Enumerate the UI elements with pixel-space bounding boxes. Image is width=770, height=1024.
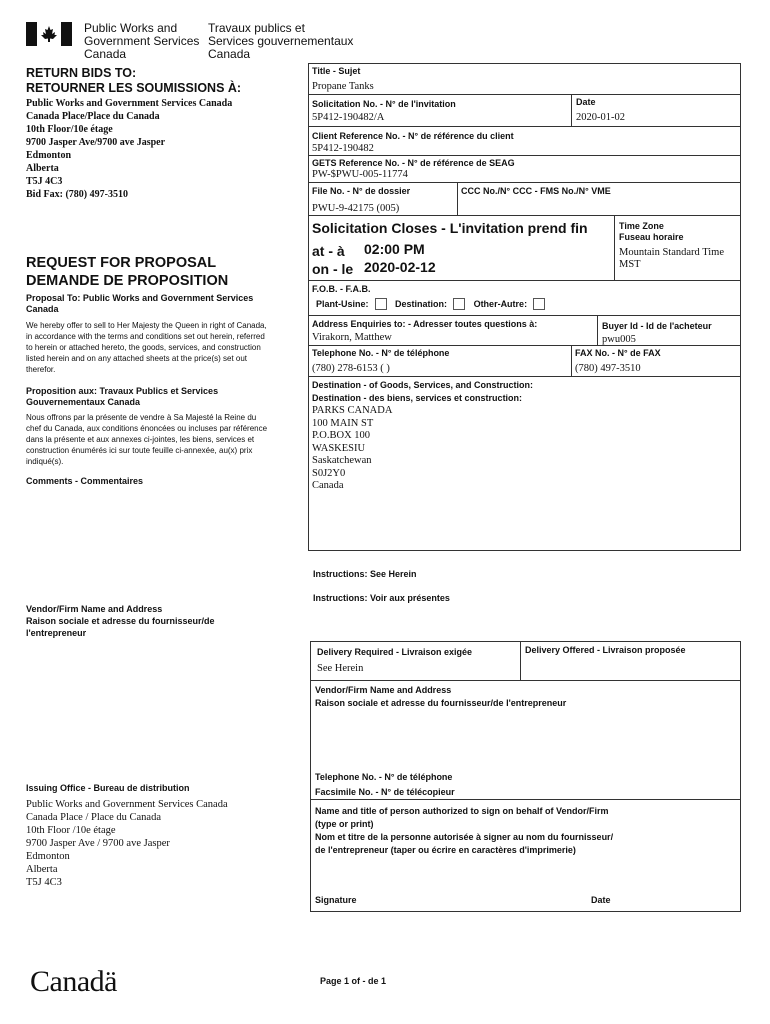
date-label: Date: [576, 97, 596, 107]
vendor-firm-label: Vendor/Firm Name and Address Raison sociale et adresse du fournisseur/de l'entrepreneur: [315, 685, 567, 708]
closing-time-value: 02:00 PM: [364, 241, 425, 257]
fob-options: [316, 298, 551, 310]
closing-date-value: 2020-02-12: [364, 259, 436, 275]
return-bids-address: Public Works and Government Services Canada Canada Place/Place du Canada 10th Floor/10e étage 9700 Jasper Ave/9700 ave Jasper Edmonton Alberta T5J 4C3 Bid Fax: (780) 497-3510: [26, 98, 233, 200]
fax-value: (780) 497-3510: [575, 363, 641, 374]
solicitation-no-value: 5P412-190482/A: [312, 112, 385, 123]
vendor-facsimile-label: Facsimile No. - N° de télécopieur: [315, 787, 455, 797]
delivery-offered-label: Delivery Offered - Livraison proposée: [525, 645, 686, 655]
proposal-to-fr: Proposition aux: Travaux Publics et Services Gouvernementaux Canada: [26, 386, 219, 407]
destination-goods-label: Destination - of Goods, Services, and Construction: Destination - des biens, services et construction:: [312, 380, 534, 403]
telephone-label: Telephone No. - N° de téléphone: [312, 348, 450, 358]
proposal-to-en: Proposal To: Public Works and Government Services Canada: [26, 293, 254, 314]
instructions-en: Instructions: See Herein: [313, 569, 417, 579]
other-checkbox[interactable]: [533, 298, 545, 310]
vendor-name-address-label: Vendor/Firm Name and Address Raison sociale et adresse du fournisseur/de l'entrepreneur: [26, 604, 215, 638]
solicitation-no-label: Solicitation No. - N° de l'invitation: [312, 99, 456, 109]
title-value: Propane Tanks: [312, 81, 374, 92]
department-name-fr: Travaux publics et Services gouvernementaux Canada: [208, 21, 354, 61]
vendor-telephone-label: Telephone No. - N° de téléphone: [315, 772, 453, 782]
destination-label: Destination:: [395, 299, 448, 309]
gets-ref-label: GETS Reference No. - N° de référence de SEAG: [312, 158, 515, 168]
offer-text-fr: Nous offrons par la présente de vendre à Sa Majesté la Reine du chef du Canada, aux conditions énoncées ou incluses par référence dans la présente et aux annexes ci-jointes, les biens, services et construction énumérés ici sur toute feuille ci-annexée, au(x) prix indiqué(s).: [26, 413, 268, 466]
address-enquiries-label: Address Enquiries to: - Adresser toutes questions à:: [312, 319, 538, 329]
date-value: 2020-01-02: [576, 112, 625, 123]
delivery-required-label: Delivery Required - Livraison exigée: [317, 647, 473, 657]
gets-ref-value: PW-$PWU-005-11774: [312, 169, 408, 180]
telephone-value: (780) 278-6153 ( ): [312, 363, 390, 374]
offer-text-en: We hereby offer to sell to Her Majesty the Queen in right of Canada, in accordance with the terms and conditions set out herein, referred to herein or attached hereto, the goods, services, and construction listed herein and on any attached sheets at the price(s) set out therefor.: [26, 321, 267, 374]
return-bids-title: RETURN BIDS TO: RETOURNER LES SOUMISSIONS À:: [26, 66, 242, 95]
destination-checkbox[interactable]: [453, 298, 465, 310]
solicitation-closes-title: Solicitation Closes - L'invitation prend fin: [312, 220, 588, 236]
canada-wordmark: Canadä: [30, 965, 117, 998]
signature-label: Signature: [315, 895, 357, 905]
ccc-no-label: CCC No./N° CCC - FMS No./N° VME: [461, 186, 611, 196]
canada-flag-icon: [26, 22, 72, 46]
authorized-person-label: Name and title of person authorized to sign on behalf of Vendor/Firm (type or print) Nom et titre de la personne autorisée à signer au nom du fournisseur/ de l'entrepreneur (taper ou écrire en caractères d'imprimerie): [315, 806, 614, 855]
client-ref-label: Client Reference No. - N° de référence du client: [312, 131, 514, 141]
buyer-id-label: Buyer Id - Id de l'acheteur: [602, 321, 712, 331]
client-ref-value: 5P412-190482: [312, 143, 374, 154]
plant-label: Plant-Usine:: [316, 299, 369, 309]
comments-label: Comments - Commentaires: [26, 476, 144, 486]
fob-label: F.O.B. - F.A.B.: [312, 284, 371, 294]
other-label: Other-Autre:: [473, 299, 528, 309]
issuing-office-label: Issuing Office - Bureau de distribution: [26, 783, 190, 793]
rfp-title: REQUEST FOR PROPOSAL DEMANDE DE PROPOSITION: [26, 255, 229, 289]
delivery-required-value: See Herein: [317, 663, 364, 674]
closing-at-label: at - à: [312, 243, 345, 259]
department-name-en: Public Works and Government Services Canada: [84, 21, 200, 61]
closing-on-label: on - le: [312, 261, 354, 277]
file-no-value: PWU-9-42175 (005): [312, 203, 400, 214]
time-zone-label: Time Zone Fuseau horaire: [619, 221, 684, 242]
plant-checkbox[interactable]: [375, 298, 387, 310]
signature-date-label: Date: [591, 895, 611, 905]
destination-address: PARKS CANADA 100 MAIN ST P.O.BOX 100 WASKESIU Saskatchewan S0J2Y0 Canada: [312, 405, 393, 491]
authorized-person-field[interactable]: [312, 860, 738, 890]
buyer-id-value: pwu005: [602, 334, 636, 345]
title-label: Title - Sujet: [312, 66, 361, 76]
fax-label: FAX No. - N° de FAX: [575, 348, 661, 358]
page-number: Page 1 of - de 1: [320, 976, 387, 986]
issuing-office-address: Public Works and Government Services Canada Canada Place / Place du Canada 10th Floor /10e étage 9700 Jasper Ave / 9700 ave Jasper Edmonton Alberta T5J 4C3: [26, 799, 228, 888]
time-zone-value: Mountain Standard Time MST: [619, 247, 725, 270]
file-no-label: File No. - N° de dossier: [312, 186, 411, 196]
instructions-fr: Instructions: Voir aux présentes: [313, 593, 450, 603]
address-enquiries-value: Virakorn, Matthew: [312, 332, 392, 343]
vendor-firm-field[interactable]: [312, 712, 738, 768]
